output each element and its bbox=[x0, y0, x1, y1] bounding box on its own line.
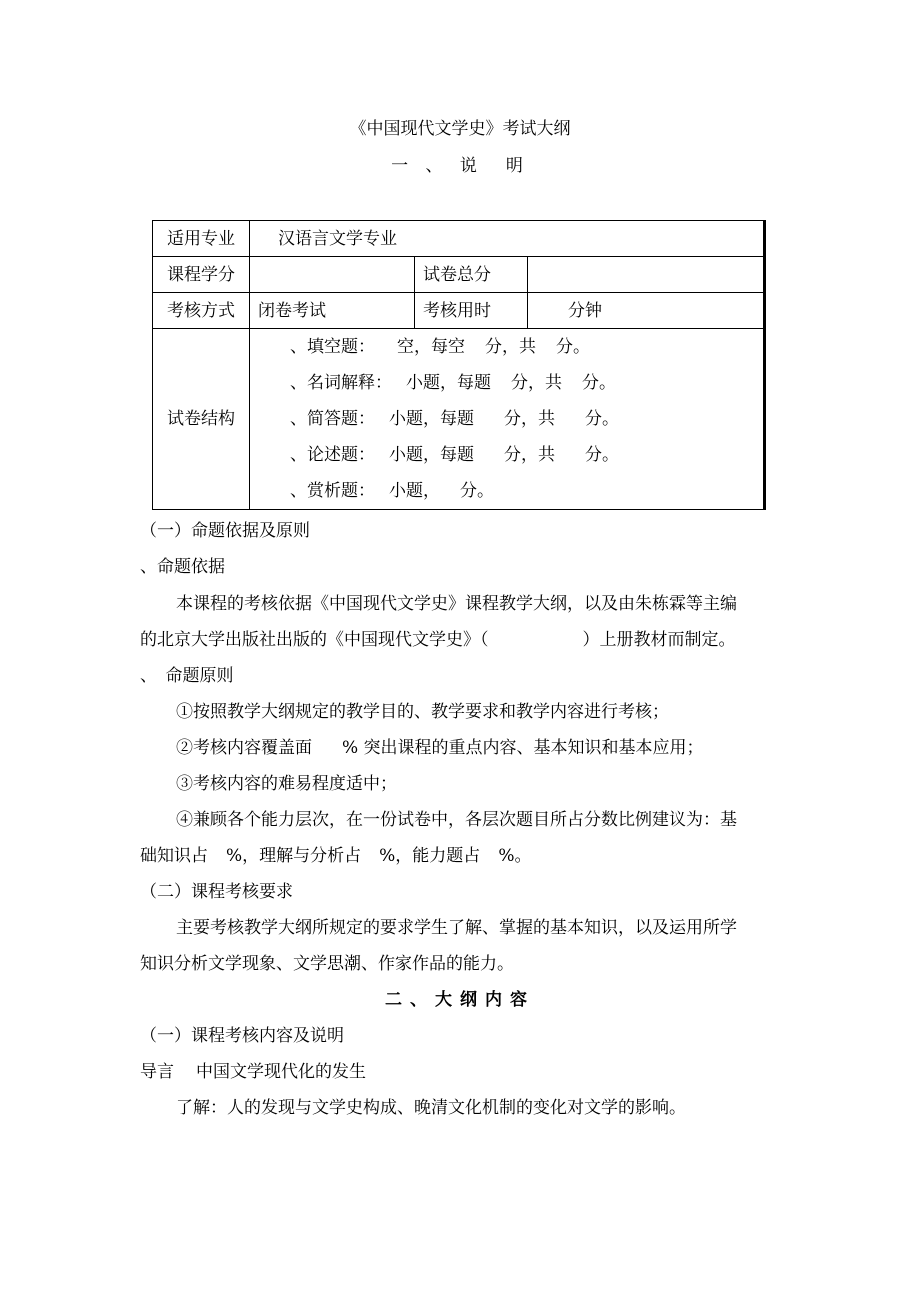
principle-1: ①按照教学大纲规定的教学目的、教学要求和教学内容进行考核； bbox=[176, 702, 669, 722]
p1-sub2: 、 命题原则 bbox=[140, 666, 234, 686]
p1-text-line2: 的北京大学出版社出版的《中国现代文学史》（ ）上册教材而制定。 bbox=[140, 630, 736, 650]
principle-4-line1: ④兼顾各个能力层次，在一份试卷中，各层次题目所占分数比例建议为：基 bbox=[176, 810, 737, 830]
major-label: 适用专业 bbox=[153, 221, 250, 257]
p1-heading: （一）命题依据及原则 bbox=[140, 521, 310, 541]
document-title: 《中国现代文学史》考试大纲 bbox=[349, 119, 571, 139]
major-value: 汉语言文学专业 bbox=[250, 221, 765, 257]
structure-item: 、论述题： 小题，每题 分，共 分。 bbox=[290, 445, 619, 465]
credits-label: 课程学分 bbox=[153, 257, 250, 293]
p2-text-line1: 主要考核教学大纲所规定的要求学生了解、掌握的基本知识，以及运用所学 bbox=[176, 918, 737, 938]
credits-value bbox=[250, 257, 415, 293]
intro-line bbox=[140, 1061, 366, 1083]
exam-info-table bbox=[152, 220, 766, 510]
principle-4-line2: 础知识占 %，理解与分析占 %，能力题占 %。 bbox=[140, 846, 532, 866]
s2-sub1: （一）课程考核内容及说明 bbox=[140, 1026, 344, 1046]
structure-item: 、赏析题： 小题， 分。 bbox=[290, 481, 494, 501]
exam-mode-value: 闭卷考试 bbox=[250, 293, 415, 329]
row-major bbox=[153, 221, 765, 257]
duration-value: 分钟 bbox=[528, 293, 765, 329]
principle-2: ②考核内容覆盖面 % 突出课程的重点内容、基本知识和基本应用； bbox=[176, 738, 704, 758]
row-credits bbox=[153, 257, 765, 293]
duration-label: 考核用时 bbox=[415, 293, 528, 329]
p1-sub1: 、命题依据 bbox=[140, 557, 225, 577]
structure-cell bbox=[250, 329, 765, 510]
total-label: 试卷总分 bbox=[415, 257, 528, 293]
p1-text-line1: 本课程的考核依据《中国现代文学史》课程教学大纲，以及由朱栋霖等主编 bbox=[176, 594, 737, 614]
principle-3: ③考核内容的难易程度适中； bbox=[176, 774, 397, 794]
p2-heading: （二）课程考核要求 bbox=[140, 882, 293, 902]
structure-item: 、简答题： 小题，每题 分，共 分。 bbox=[290, 409, 619, 429]
intro-label: 导言 bbox=[140, 1062, 174, 1082]
structure-item: 、填空题： 空，每空 分，共 分。 bbox=[290, 337, 590, 357]
structure-item: 、名词解释： 小题，每题 分，共 分。 bbox=[290, 373, 616, 393]
understand-line: 了解：人的发现与文学史构成、晚清文化机制的变化对文学的影响。 bbox=[176, 1098, 686, 1118]
row-structure bbox=[153, 329, 765, 510]
exam-mode-label: 考核方式 bbox=[153, 293, 250, 329]
section1-heading: 一 、 说 明 bbox=[391, 156, 529, 176]
section2-heading: 二、大纲内容 bbox=[385, 990, 535, 1010]
intro-title: 中国文学现代化的发生 bbox=[196, 1062, 366, 1082]
p2-text-line2: 知识分析文学现象、文学思潮、作家作品的能力。 bbox=[140, 954, 514, 974]
row-exam-mode bbox=[153, 293, 765, 329]
total-value bbox=[528, 257, 765, 293]
structure-label: 试卷结构 bbox=[153, 329, 250, 510]
